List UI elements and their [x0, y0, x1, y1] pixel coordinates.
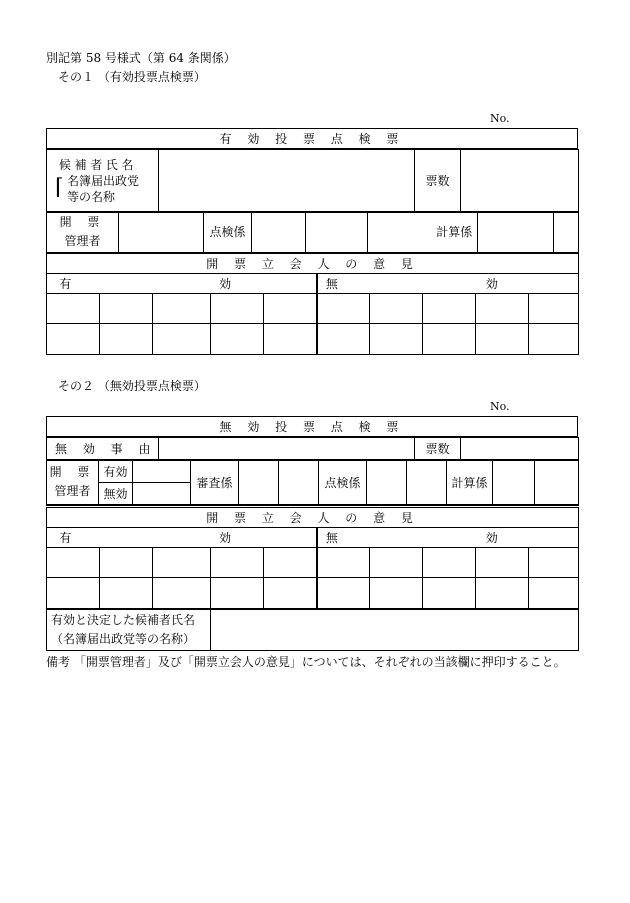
tenken-seal-1 — [252, 212, 306, 253]
decided-candidate-value — [211, 610, 579, 651]
invalid-seal — [133, 483, 191, 505]
candidate-table — [46, 149, 579, 213]
opinion-seal — [153, 548, 211, 578]
decided-candidate-label-cell — [47, 610, 211, 651]
votes-label-2: 票数 — [415, 438, 461, 460]
opinion-valid-header-2: 有 効 — [47, 528, 317, 548]
section1-title: その１ （有効投票点検票） — [58, 70, 206, 84]
opinion-seal — [153, 578, 211, 609]
form-reference: 別記第 58 号様式（第 64 条関係） — [46, 51, 236, 65]
tenken-seal-3 — [367, 461, 407, 505]
keisan-seal-1 — [478, 212, 554, 253]
shinsa-seal-1 — [239, 461, 279, 505]
party-name-label-1: 名簿届出政党 — [67, 174, 140, 189]
spacer-cell — [368, 212, 432, 253]
invalid-small-label: 無効 — [99, 483, 133, 505]
valid-ballot-title-table — [46, 128, 578, 150]
votes-value — [461, 150, 579, 212]
opinion-seal — [423, 324, 476, 355]
valid-small-label: 有効 — [99, 461, 133, 483]
reason-label: 無 効 事 由 — [47, 438, 159, 460]
left-bracket-icon: ⌈ — [55, 175, 64, 201]
opinion-seal — [47, 324, 100, 355]
opinion-seal — [476, 578, 529, 609]
decided-candidate-label-2: （名簿届出政党等の名称） — [51, 632, 196, 646]
invalid-ballot-form-title: 無 効 投 票 点 検 票 — [47, 417, 578, 437]
number-label-2: No. — [490, 400, 510, 413]
tenken-label: 点検係 — [204, 212, 252, 253]
opinion-valid-header: 有 効 — [47, 274, 317, 294]
staff-table-1 — [46, 211, 579, 254]
keisan-seal-3 — [493, 461, 535, 505]
opinion-seal — [100, 324, 153, 355]
opinion-seal — [317, 578, 370, 609]
tenken-seal-2 — [306, 212, 368, 253]
keisan-label-2: 計算係 — [447, 461, 493, 505]
opinion-seal — [211, 548, 264, 578]
opinion-seal — [100, 294, 153, 324]
opinion-table-2 — [46, 507, 579, 610]
staff-table-2 — [46, 460, 579, 506]
decided-candidate-table — [46, 609, 579, 651]
opinion-seal — [317, 548, 370, 578]
opinion-seal — [211, 578, 264, 609]
opinion-seal — [476, 548, 529, 578]
opinion-seal — [47, 578, 100, 609]
kaihyo-label: 開 票 — [59, 214, 106, 229]
opinion-seal — [211, 324, 264, 355]
opinion-seal — [529, 578, 579, 609]
opinion-seal — [47, 294, 100, 324]
opinion-seal — [153, 324, 211, 355]
opinion-seal — [100, 578, 153, 609]
opinion-seal — [153, 294, 211, 324]
opinion-seal — [370, 324, 423, 355]
section2-title: その２ （無効投票点検票） — [58, 379, 206, 393]
manager-label: 管理者 — [64, 233, 101, 248]
shinsa-seal-2 — [279, 461, 319, 505]
party-name-label-2: 等の名称 — [67, 190, 116, 205]
opinion-seal — [47, 548, 100, 578]
keisan-seal-4 — [535, 461, 579, 505]
tenken-seal-4 — [407, 461, 447, 505]
keisan-seal-2 — [554, 212, 579, 253]
votes-value-2 — [461, 438, 579, 460]
valid-seal — [133, 461, 191, 483]
manager-label-2: 管理者 — [54, 484, 91, 499]
remarks-note: 備考 「開票管理者」及び「開票立会人の意見」については、それぞれの当該欄に押印すること。 — [46, 655, 566, 669]
opinion-seal — [264, 578, 317, 609]
opinion-seal — [529, 324, 579, 355]
candidate-name-label: 候補者氏名 — [59, 157, 138, 172]
opinion-seal — [264, 324, 317, 355]
kaihyo-manager-label-cell — [47, 212, 119, 253]
opinion-seal — [317, 324, 370, 355]
opinion-table-1 — [46, 253, 579, 355]
kaihyo-label-2: 開 票 — [49, 465, 96, 480]
number-label-1: No. — [490, 112, 510, 125]
kaihyo-manager-seal — [119, 212, 204, 253]
invalid-ballot-title-table — [46, 416, 578, 437]
opinion-invalid-header-2: 無 効 — [317, 528, 579, 548]
reason-value — [159, 438, 415, 460]
reason-table — [46, 437, 579, 460]
candidate-name-value — [159, 150, 415, 212]
opinion-seal — [476, 324, 529, 355]
shinsa-label: 審査係 — [191, 461, 239, 505]
opinion-seal — [423, 294, 476, 324]
decided-candidate-label-1: 有効と決定した候補者氏名 — [51, 613, 196, 628]
opinion-seal — [264, 294, 317, 324]
tenken-label-2: 点検係 — [319, 461, 367, 505]
opinion-seal — [529, 294, 579, 324]
kaihyo-manager-label-cell-2 — [47, 461, 99, 505]
opinion-seal — [476, 294, 529, 324]
opinion-title: 開 票 立 会 人 の 意 見 — [47, 254, 579, 274]
candidate-name-label-cell — [47, 150, 159, 212]
opinion-title-2: 開 票 立 会 人 の 意 見 — [47, 508, 579, 528]
keisan-label: 計算係 — [432, 212, 478, 253]
opinion-seal — [423, 548, 476, 578]
valid-ballot-form-title: 有 効 投 票 点 検 票 — [47, 129, 578, 149]
opinion-invalid-header: 無 効 — [317, 274, 579, 294]
votes-label: 票数 — [415, 150, 461, 212]
opinion-seal — [370, 578, 423, 609]
opinion-seal — [317, 294, 370, 324]
opinion-seal — [211, 294, 264, 324]
opinion-seal — [100, 548, 153, 578]
opinion-seal — [370, 548, 423, 578]
opinion-seal — [264, 548, 317, 578]
opinion-seal — [423, 578, 476, 609]
opinion-seal — [529, 548, 579, 578]
opinion-seal — [370, 294, 423, 324]
